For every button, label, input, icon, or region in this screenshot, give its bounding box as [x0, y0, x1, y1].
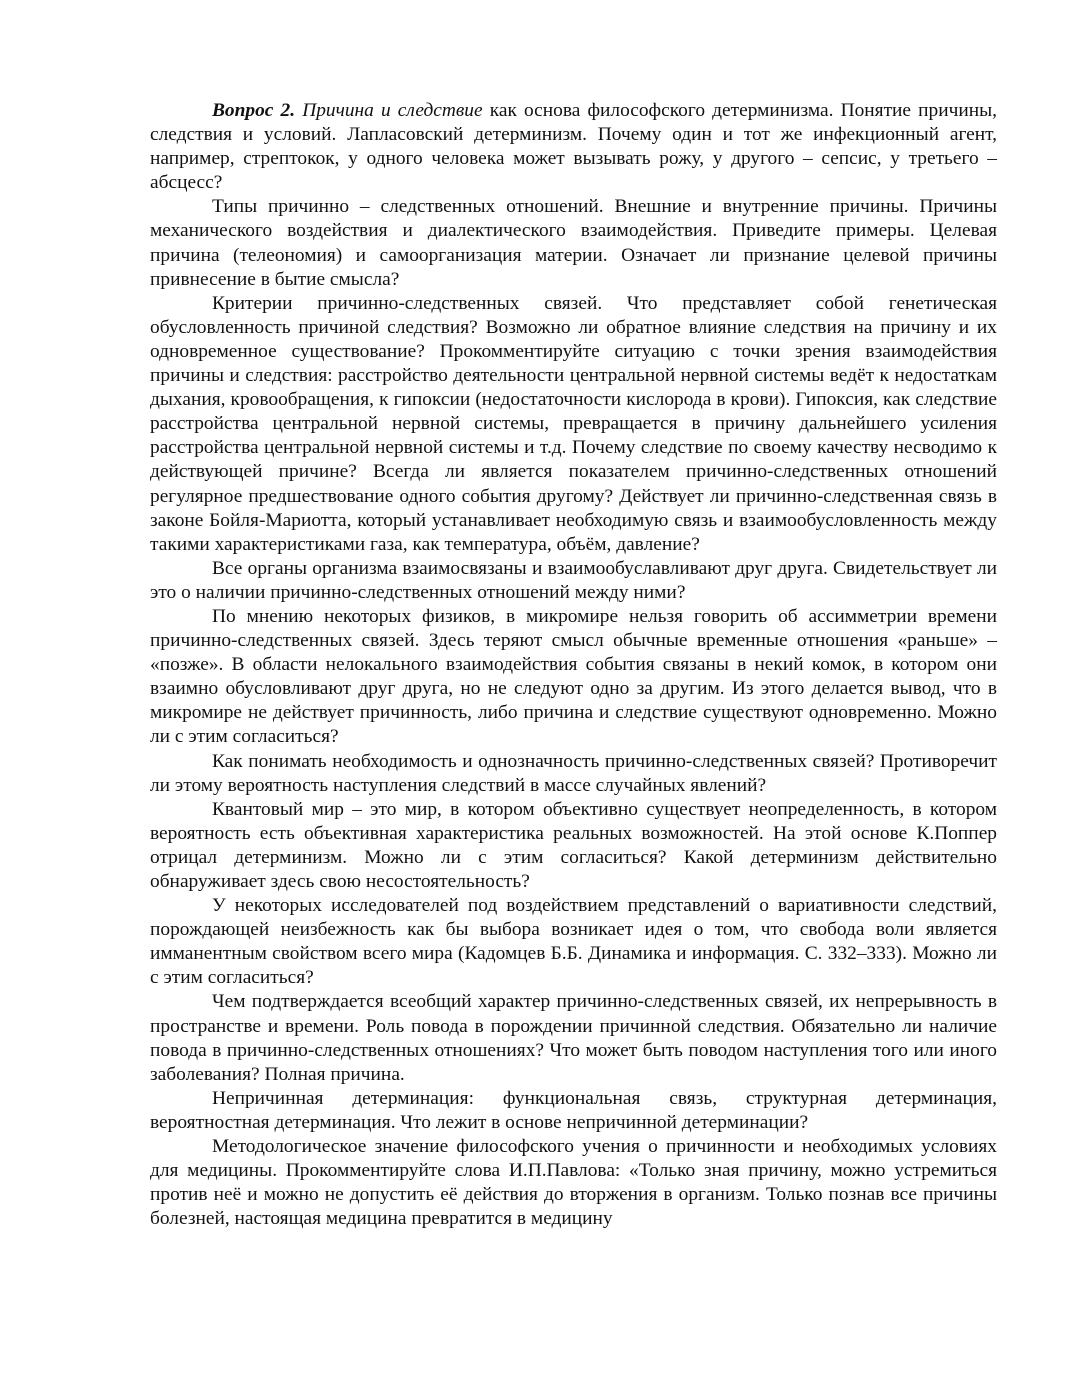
question-text: как основа философского детерминизма. Понятие причины, следствия и условий. Лапласовский детерминизм. Почему один и тот же инфекционный агент, например, стрептокок, у одного человека может вызывать рожу, у другого – сепсис, у третьего – абсцесс? [150, 100, 997, 194]
question-label: Вопрос 2. [212, 100, 296, 121]
paragraph-causal-types: Типы причинно – следственных отношений. Внешние и внутренние причины. Причины механического воздействия и диалектического взаимодействия. Приведите примеры. Целевая причина (телеономия) и самоорганизация материи. Означает ли признание целевой причины привнесение в бытие смысла? [150, 196, 997, 290]
paragraph-organs: Все органы организма взаимосвязаны и взаимообуславливают друг друга. Свидетельствует ли это о наличии причинно-следственных отношений между ними? [150, 557, 997, 603]
paragraph-free-will: У некоторых исследователей под воздействием представлений о вариативности следствий, порождающей неизбежность как бы выбора возникает идея о том, что свобода воли является имманентным свойством всего мира (Кадомцев Б.Б. Динамика и информация. С. 332–333). Можно ли с этим согласиться? [150, 895, 997, 989]
question-italic-lead: Причина и следствие [302, 100, 483, 121]
paragraph-necessity: Как понимать необходимость и однозначность причинно-следственных связей? Противоречит ли этому вероятность наступления следствий в массе случайных явлений? [150, 750, 997, 796]
paragraph-methodology: Методологическое значение философского учения о причинности и необходимых условиях для медицины. Прокомментируйте слова И.П.Павлова: «Только зная причину, можно устремиться против неё и можно не допустить её действия до вторжения в организм. Только познав все причины болезней, настоящая медицина превратится в медицину [150, 1136, 997, 1230]
paragraph-quantum: Квантовый мир – это мир, в котором объективно существует неопределенность, в котором вероятность есть объективная характеристика реальных возможностей. На этой основе К.Поппер отрицал детерминизм. Можно ли с этим согласиться? Какой детерминизм действительно обнаруживает здесь свою несостоятельность? [150, 798, 997, 892]
question-paragraph [150, 99, 997, 195]
document-page [150, 99, 997, 1231]
paragraph-causal-criteria: Критерии причинно-следственных связей. Что представляет собой генетическая обусловленность причиной следствия? Возможно ли обратное влияние следствия на причину и их одновременное существование? Прокомментируйте ситуацию с точки зрения взаимодействия причины и следствия: расстройство деятельности центральной нервной системы ведёт к недостаткам дыхания, кровообращения, к гипоксии (недостаточности кислорода в крови). Гипоксия, как следствие расстройства центральной нервной системы, превращается в причину дальнейшего усиления расстройства центральной нервной системы и т.д. Почему следствие по своему качеству несводимо к действующей причине? Всегда ли является показателем причинно-следственных отношений регулярное предшествование одного события другому? Действует ли причинно-следственная связь в законе Бойля-Мариотта, который устанавливает необходимую связь и взаимообусловленность между такими характеристиками газа, как температура, объём, давление? [150, 292, 997, 555]
paragraph-microworld: По мнению некоторых физиков, в микромире нельзя говорить об ассимметрии времени причинно-следственных связей. Здесь теряют смысл обычные временные отношения «раньше» – «позже». В области нелокального взаимодействия события связаны в некий комок, в котором они взаимно обусловливают друг друга, но не следуют одно за другим. Из этого делается вывод, что в микромире не действует причинность, либо причина и следствие существуют одновременно. Можно ли с этим согласиться? [150, 605, 997, 748]
paragraph-universality: Чем подтверждается всеобщий характер причинно-следственных связей, их непрерывность в пространстве и времени. Роль повода в порождении причинной следствия. Обязательно ли наличие повода в причинно-следственных отношениях? Что может быть поводом наступления того или иного заболевания? Полная причина. [150, 991, 997, 1085]
paragraph-noncausal: Непричинная детерминация: функциональная связь, структурная детерминация, вероятностная детерминация. Что лежит в основе непричинной детерминации? [150, 1087, 997, 1133]
